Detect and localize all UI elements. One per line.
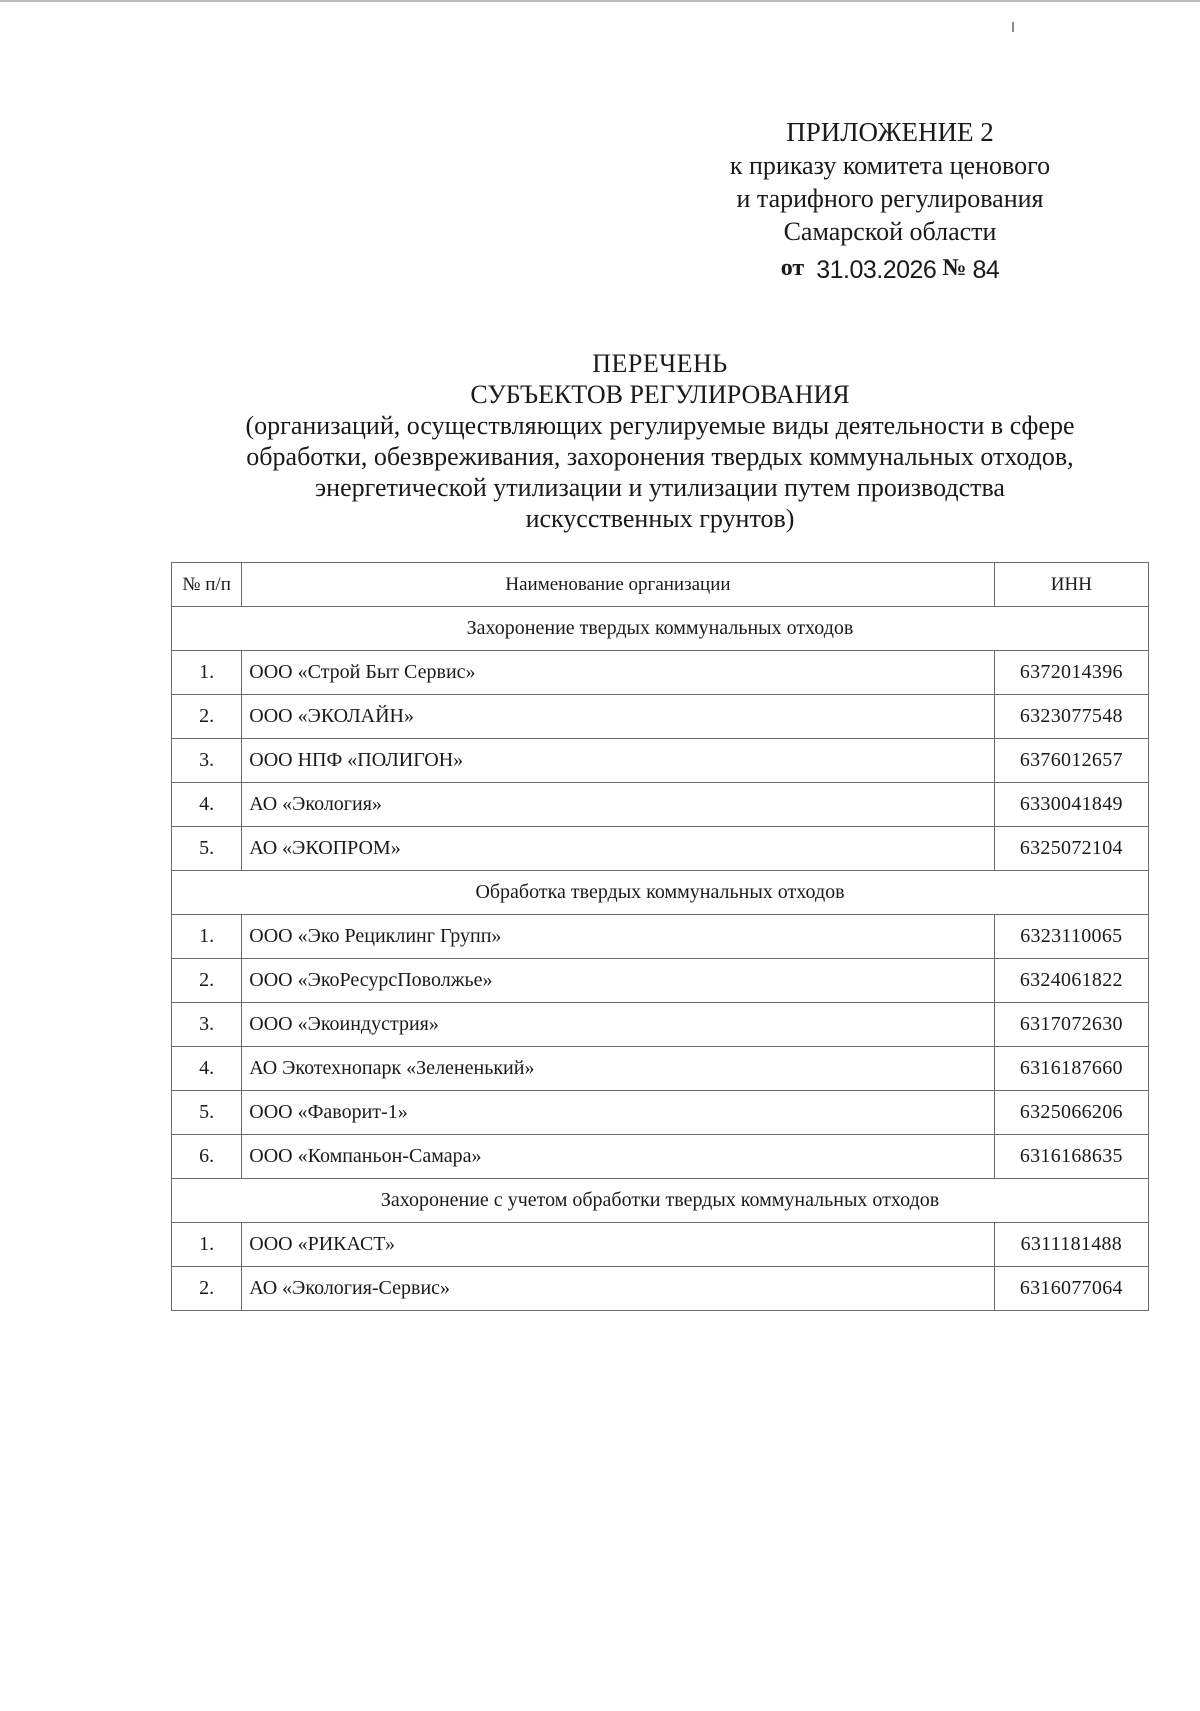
document-heading — [150, 348, 1170, 534]
section-row — [172, 871, 1149, 915]
row-num: 1. — [172, 915, 242, 959]
row-num: 2. — [172, 959, 242, 1003]
order-date: 31.03.2026 — [816, 256, 937, 284]
org-inn: 6376012657 — [994, 739, 1148, 783]
table-row — [172, 783, 1149, 827]
org-inn: 6316187660 — [994, 1047, 1148, 1091]
org-name: ООО «ЭкоРесурсПоволжье» — [242, 959, 994, 1003]
row-num: 1. — [172, 1223, 242, 1267]
appendix-block — [690, 116, 1090, 285]
org-name: ООО «Эко Рециклинг Групп» — [242, 915, 994, 959]
org-inn: 6324061822 — [994, 959, 1148, 1003]
org-name: ООО «Строй Быт Сервис» — [242, 651, 994, 695]
org-name: АО «ЭКОПРОМ» — [242, 827, 994, 871]
org-name: ООО НПФ «ПОЛИГОН» — [242, 739, 994, 783]
org-name: ООО «Экоиндустрия» — [242, 1003, 994, 1047]
org-name: АО Экотехнопарк «Зелененький» — [242, 1047, 994, 1091]
org-inn: 6316077064 — [994, 1267, 1148, 1311]
row-num: 1. — [172, 651, 242, 695]
section-title: Обработка твердых коммунальных отходов — [172, 871, 1149, 915]
page-top-edge — [0, 0, 1200, 2]
table-row — [172, 1267, 1149, 1311]
org-name: АО «Экология» — [242, 783, 994, 827]
document-description-line-1: (организаций, осуществляющих регулируемые виды деятельности в сфере — [245, 411, 1075, 440]
org-inn: 6325072104 — [994, 827, 1148, 871]
table-row — [172, 739, 1149, 783]
row-num: 6. — [172, 1135, 242, 1179]
table-row — [172, 1135, 1149, 1179]
org-name: ООО «ЭКОЛАЙН» — [242, 695, 994, 739]
section-title: Захоронение с учетом обработки твердых коммунальных отходов — [172, 1179, 1149, 1223]
org-name: ООО «РИКАСТ» — [242, 1223, 994, 1267]
order-number: 84 — [972, 256, 1000, 284]
table-row — [172, 827, 1149, 871]
org-inn: 6325066206 — [994, 1091, 1148, 1135]
org-inn: 6311181488 — [994, 1223, 1148, 1267]
order-line — [781, 250, 1000, 285]
appendix-line-2: и тарифного регулирования — [736, 184, 1044, 213]
section-title: Захоронение твердых коммунальных отходов — [172, 607, 1149, 651]
row-num: 2. — [172, 1267, 242, 1311]
org-inn: 6330041849 — [994, 783, 1148, 827]
table-row — [172, 651, 1149, 695]
registry-table — [171, 562, 1149, 1311]
header-num: № п/п — [172, 563, 242, 607]
table-row — [172, 1091, 1149, 1135]
row-num: 5. — [172, 827, 242, 871]
row-num: 2. — [172, 695, 242, 739]
scan-mark — [1012, 22, 1014, 32]
row-num: 5. — [172, 1091, 242, 1135]
row-num: 4. — [172, 783, 242, 827]
document-description-line-3: энергетической утилизации и утилизации путем производства — [315, 473, 1005, 502]
table-row — [172, 915, 1149, 959]
table-row — [172, 1223, 1149, 1267]
document-title: ПЕРЕЧЕНЬ — [592, 349, 728, 378]
row-num: 4. — [172, 1047, 242, 1091]
table-header-row — [172, 563, 1149, 607]
document-subtitle: СУБЪЕКТОВ РЕГУЛИРОВАНИЯ — [470, 380, 850, 409]
org-inn: 6316168635 — [994, 1135, 1148, 1179]
table-row — [172, 1047, 1149, 1091]
table-row — [172, 959, 1149, 1003]
org-name: АО «Экология-Сервис» — [242, 1267, 994, 1311]
appendix-title: ПРИЛОЖЕНИЕ 2 — [786, 117, 994, 147]
order-number-sign: № — [942, 255, 967, 281]
row-num: 3. — [172, 1003, 242, 1047]
section-row — [172, 607, 1149, 651]
org-name: ООО «Компаньон-Самара» — [242, 1135, 994, 1179]
org-inn: 6323077548 — [994, 695, 1148, 739]
table-row — [172, 695, 1149, 739]
org-inn: 6372014396 — [994, 651, 1148, 695]
org-inn: 6323110065 — [994, 915, 1148, 959]
row-num: 3. — [172, 739, 242, 783]
header-inn: ИНН — [994, 563, 1148, 607]
appendix-line-3: Самарской области — [783, 217, 997, 246]
order-date-label: от — [780, 255, 805, 281]
org-inn: 6317072630 — [994, 1003, 1148, 1047]
header-name: Наименование организации — [242, 563, 994, 607]
document-description-line-2: обработки, обезвреживания, захоронения твердых коммунальных отходов, — [246, 442, 1074, 471]
org-name: ООО «Фаворит-1» — [242, 1091, 994, 1135]
document-description-line-4: искусственных грунтов) — [525, 504, 795, 533]
table-row — [172, 1003, 1149, 1047]
appendix-line-1: к приказу комитета ценового — [729, 151, 1051, 180]
section-row — [172, 1179, 1149, 1223]
